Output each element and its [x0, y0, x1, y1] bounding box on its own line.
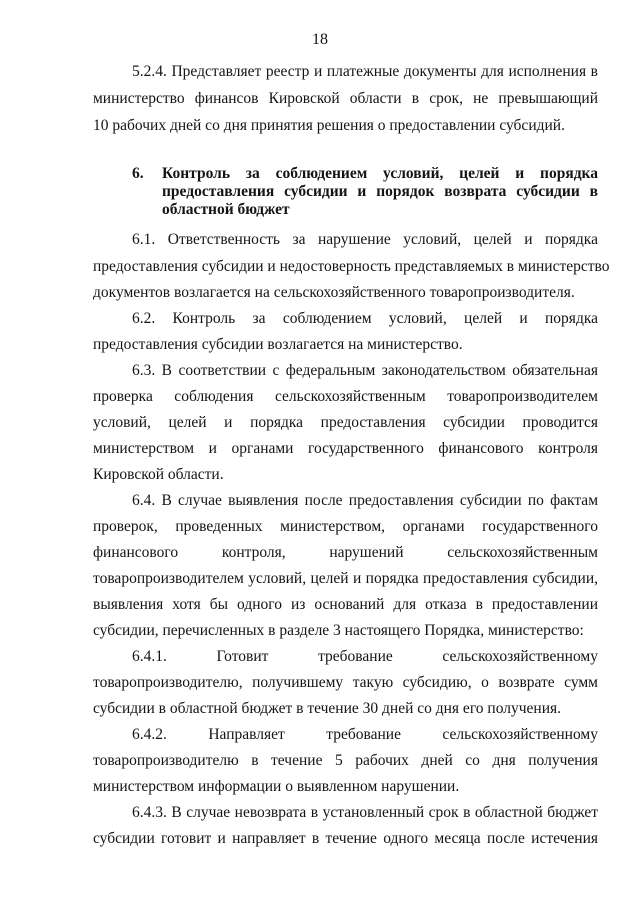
text-line: проверок, проведенных министерством, органами государственного	[93, 518, 598, 535]
text-line: субсидии в областной бюджет в течение 30 дней со дня его получения.	[93, 700, 562, 717]
text-line: 6.1. Ответственность за нарушение условий, целей и порядка	[132, 231, 598, 248]
text-line: субсидии готовит и направляет в течение одного месяца после истечения	[93, 830, 598, 847]
text-line: документов возлагается на сельскохозяйственного товаропроизводителя.	[93, 284, 575, 301]
text-line: товаропроизводителю в течение 5 рабочих дней со дня получения	[93, 752, 598, 769]
text-line: выявления хотя бы одного из оснований для отказа в предоставлении	[93, 596, 598, 613]
section-title-line: Контроль за соблюдением условий, целей и порядка	[162, 165, 598, 182]
text-line: субсидии, перечисленных в разделе 3 настоящего Порядка, министерство:	[93, 622, 584, 639]
text-line: 6.4.2. Направляет требование сельскохозяйственному	[132, 726, 598, 743]
text-line: 10 рабочих дней со дня принятия решения о предоставлении субсидий.	[93, 117, 565, 134]
text-line: предоставления субсидии и недостоверность представляемых в министерство	[93, 258, 610, 275]
text-line: Кировской области.	[93, 466, 224, 483]
text-line: 6.4.3. В случае невозврата в установленный срок в областной бюджет	[132, 804, 598, 821]
text-line: финансового контроля, нарушений сельскохозяйственным	[93, 544, 598, 561]
text-line: 6.2. Контроль за соблюдением условий, целей и порядка	[132, 310, 598, 327]
text-line: министерством информации о выявленном нарушении.	[93, 778, 460, 795]
section-title-line: областной бюджет	[162, 201, 290, 218]
text-line: товаропроизводителю, получившему такую субсидию, о возврате сумм	[93, 674, 598, 691]
text-line: министерством и органами государственного финансового контроля	[93, 440, 598, 457]
page-number: 18	[312, 31, 328, 48]
section-title-line: предоставления субсидии и порядок возврата субсидии в	[162, 183, 598, 200]
text-line: условий, целей и порядка предоставления субсидии проводится	[93, 414, 598, 431]
text-line: проверка соблюдения сельскохозяйственным товаропроизводителем	[93, 388, 598, 405]
text-line: министерство финансов Кировской области в срок, не превышающий	[93, 90, 598, 107]
text-line: 6.4. В случае выявления после предоставления субсидии по фактам	[132, 492, 598, 509]
text-line: 6.3. В соответствии с федеральным законодательством обязательная	[132, 362, 598, 379]
section-number: 6.	[132, 165, 144, 182]
text-line: 6.4.1. Готовит требование сельскохозяйственному	[132, 648, 598, 665]
text-line: товаропроизводителем условий, целей и порядка предоставления субсидии,	[93, 570, 598, 587]
text-line: предоставления субсидии возлагается на министерство.	[93, 336, 463, 353]
text-line: 5.2.4. Представляет реестр и платежные документы для исполнения в	[132, 63, 598, 80]
